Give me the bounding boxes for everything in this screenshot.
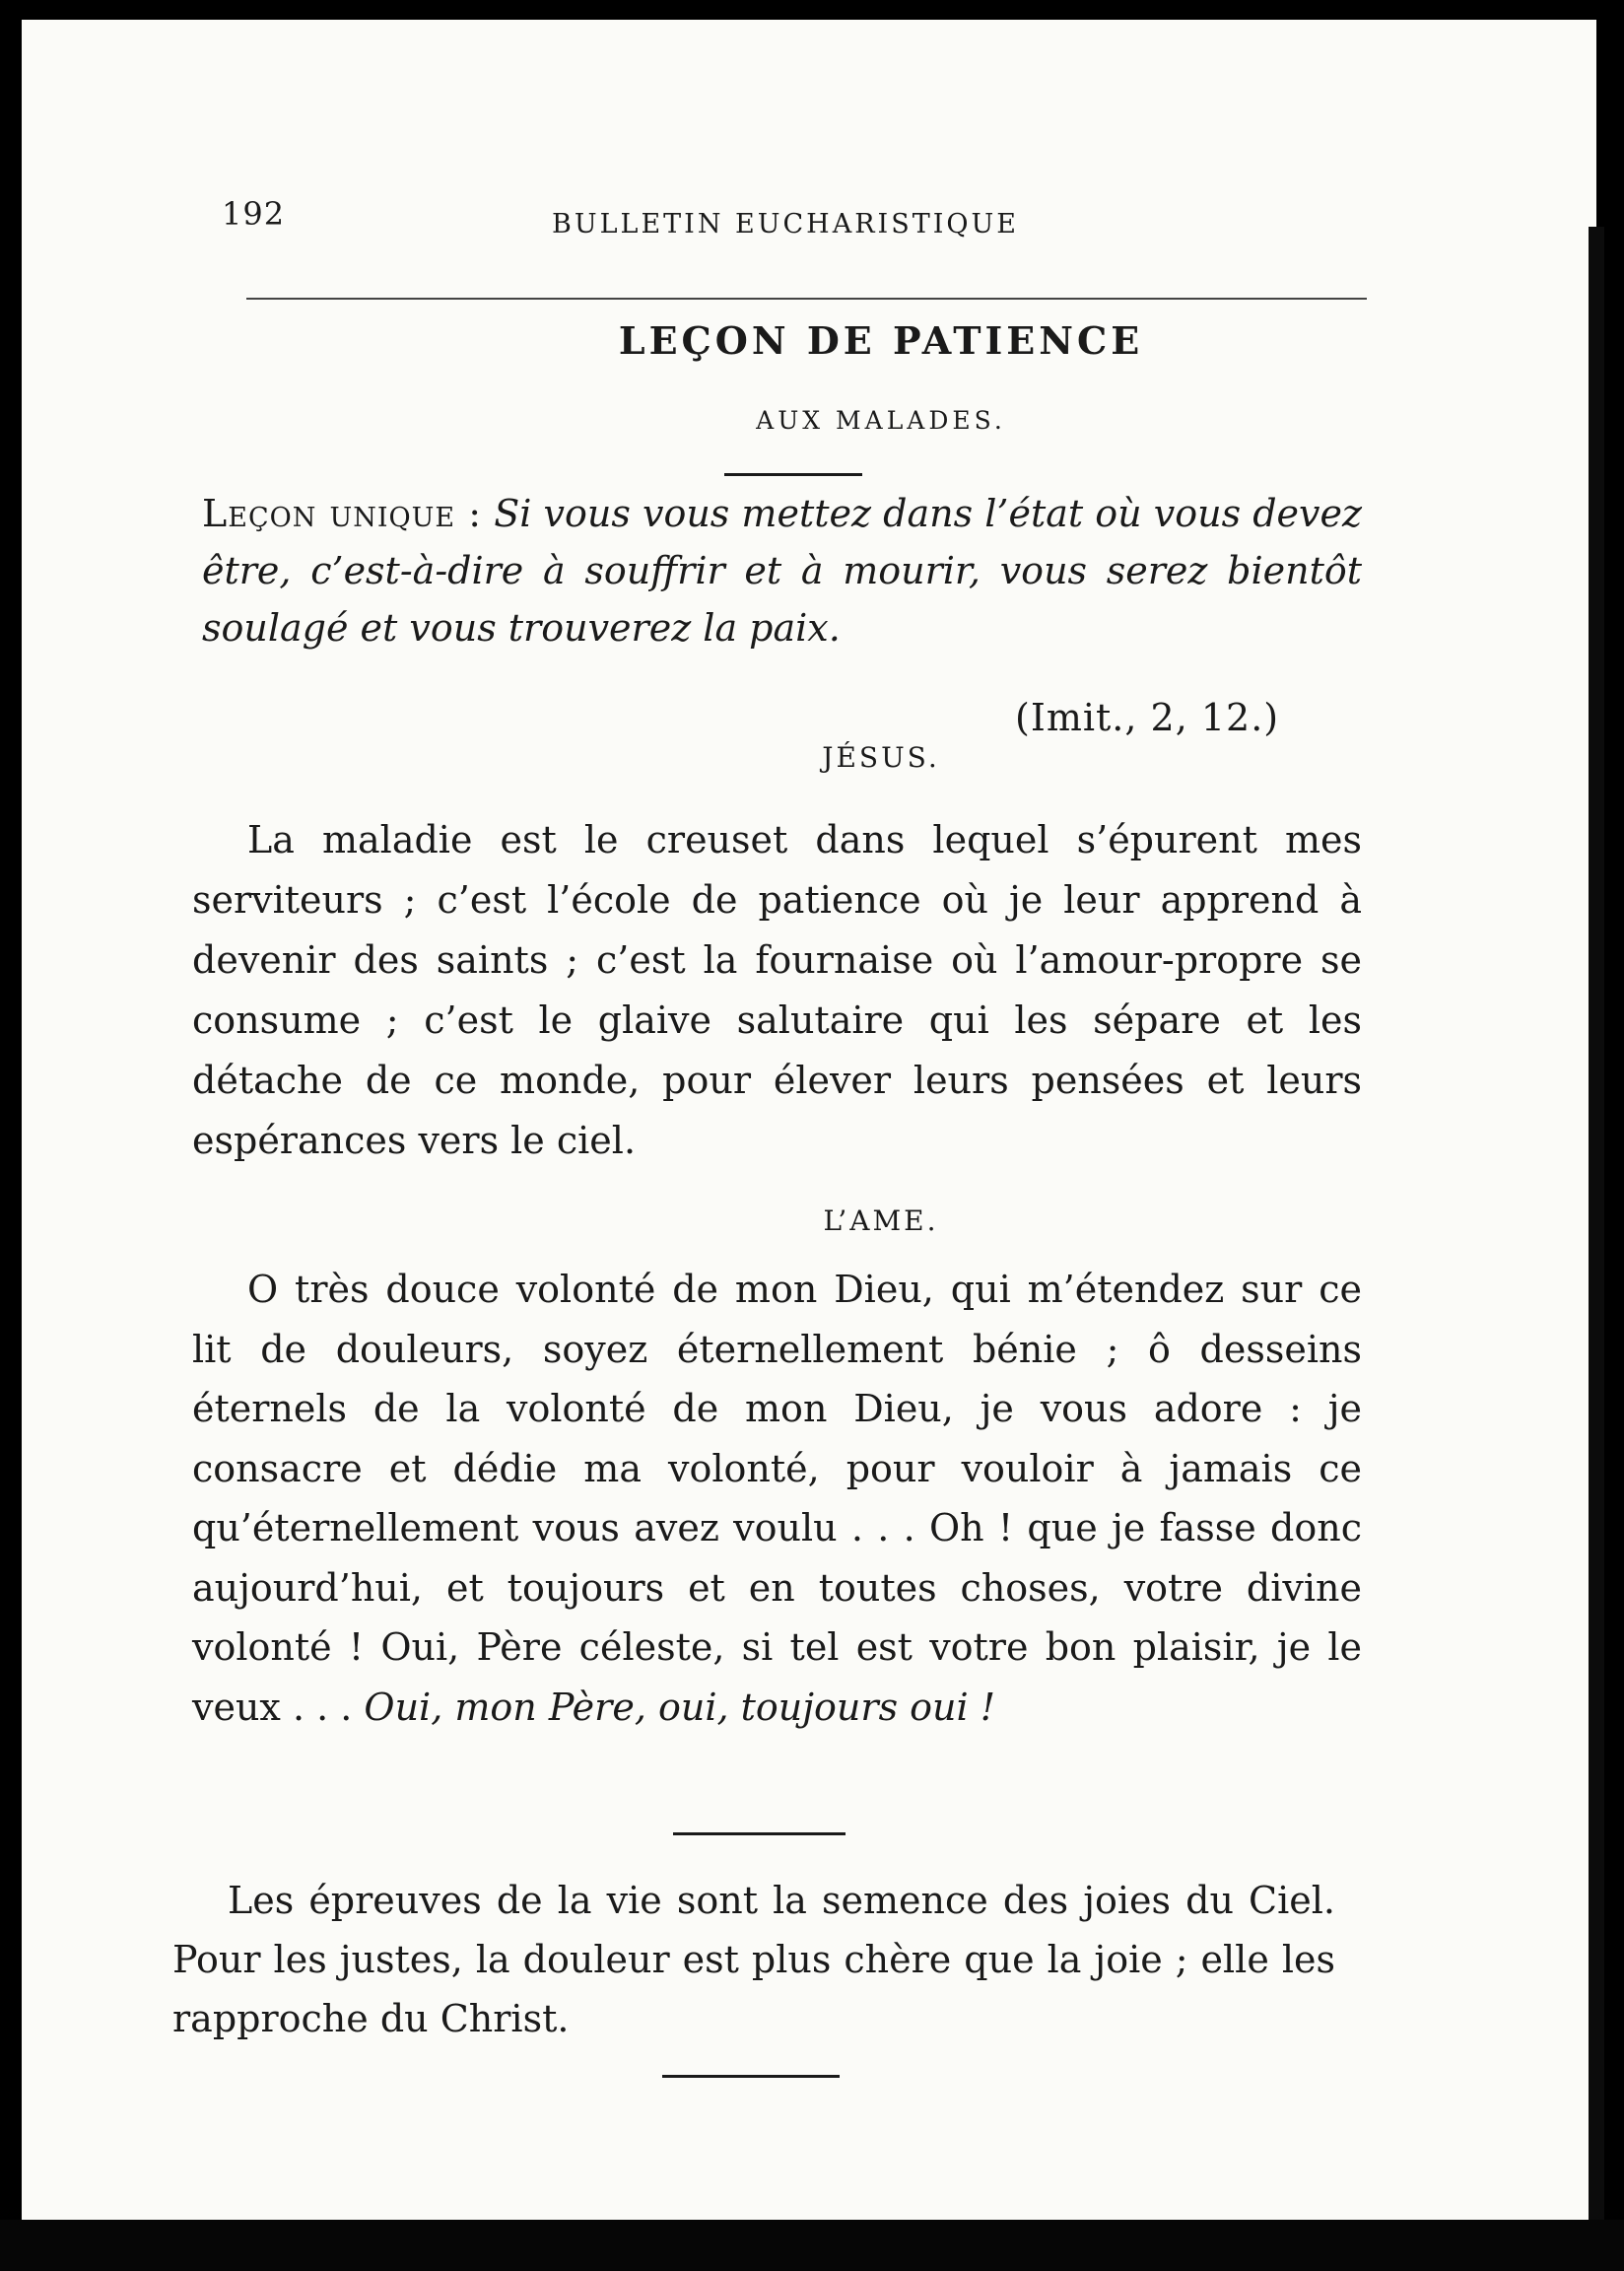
end-divider: [662, 2075, 840, 2078]
running-title: BULLETIN EUCHARISTIQUE: [552, 209, 1019, 240]
book-spine-shadow: [1589, 227, 1604, 2271]
speaker-jesus: JÉSUS.: [822, 741, 940, 774]
speaker-soul: L’AME.: [823, 1204, 939, 1237]
page-number: 192: [222, 195, 286, 233]
scan-border: [0, 2220, 1624, 2271]
lesson-text: Si vous vous mettez dans l’état où vous devez être, c’est-à-dire à souffrir et à mourir, vous serez bientôt soulagé et vous trouverez la paix.: [202, 492, 1362, 650]
jesus-paragraph: La maladie est le creuset dans lequel s’épurent mes serviteurs ; c’est l’école de patience où je leur apprend à devenir des saints ; c’est la fournaise où l’amour-propre se consume ; c’est le glaive salutaire qui les sépare et les détache de ce monde, pour élever leurs pensées et leurs espérances vers le ciel.: [192, 818, 1362, 1162]
title-divider: [724, 473, 862, 476]
soul-paragraph: [192, 1260, 1362, 1737]
soul-paragraph-text: O très douce volonté de mon Dieu, qui m’étendez sur ce lit de douleurs, soyez éternellement bénie ; ô desseins éternels de la volonté de mon Dieu, je vous adore : je consacre et dédie ma volonté, pour vouloir à jamais ce qu’éternellement vous avez voulu . . . Oh ! que je fasse donc aujourd’hui, et toujours et en toutes choses, votre divine volonté ! Oui, Père céleste, si tel est votre bon plaisir, je le veux . . .: [192, 1268, 1362, 1729]
header-rule: [246, 298, 1367, 300]
article-title: LEÇON DE PATIENCE: [618, 318, 1144, 363]
closing-paragraph: Les épreuves de la vie sont la semence des joies du Ciel. Pour les justes, la douleur est plus chère que la joie ; elle les rapproche du Christ.: [172, 1879, 1335, 2040]
article-subtitle: AUX MALADES.: [756, 406, 1006, 435]
citation: (Imit., 2, 12.): [1015, 696, 1280, 739]
section-divider: [673, 1832, 846, 1835]
lesson-maxim: [202, 485, 1362, 656]
soul-closing: Oui, mon Père, oui, toujours oui !: [364, 1685, 996, 1729]
lesson-lead: Leçon unique :: [202, 492, 483, 535]
